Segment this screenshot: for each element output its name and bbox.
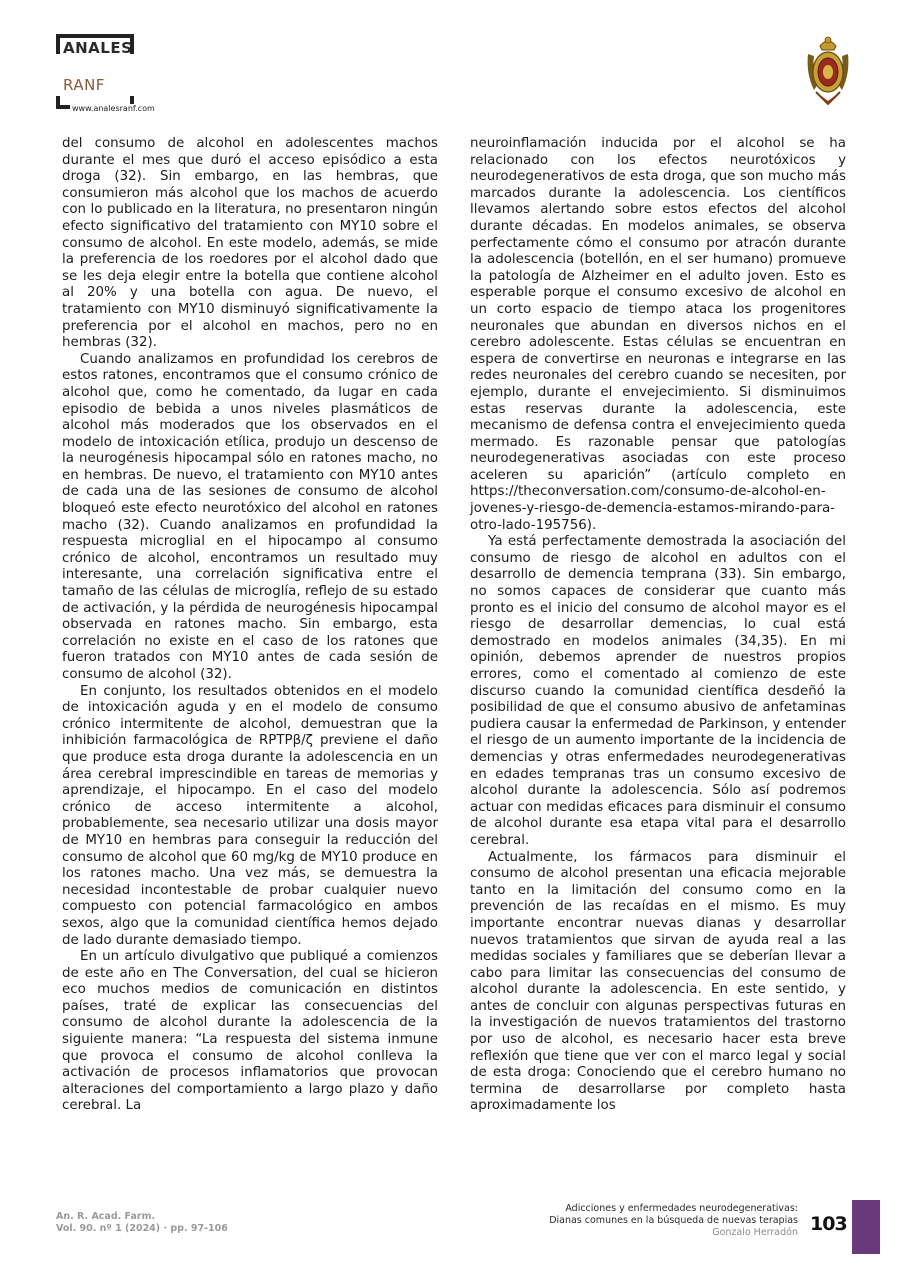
running-title-line-2: Dianas comunes en la búsqueda de nuevas terapias — [549, 1215, 798, 1226]
citation-line-2: Vol. 90. nº 1 (2024) · pp. 97-106 — [56, 1223, 228, 1234]
paragraph: Ya está perfectamente demostrada la asociación del consumo de riesgo de alcohol en adultos con el desarrollo de demencia temprana (33). Sin embargo, no somos capaces de considerar que cuanto más pronto es el inicio del consumo de alcohol mayor es el riesgo de desarrollar demencias, lo cual está demostrado en modelos animales (34,35). En mi opinión, debemos aprender de nuestros propios errores, como el comentado al comienzo de este discurso cuando la comunidad científica desdeñó la posibilidad de que el consumo abusivo de anfetaminas pudiera causar la enfermedad de Parkinson, y entender el riesgo de un aumento importante de la incidencia de demencias y otras enfermedades neurodegenerativas en edades tempranas tras un consumo excesivo de alcohol durante la adolescencia. Sólo así podremos actuar con medidas eficaces para disminuir el consumo de alcohol durante esa etapa vital para el desarrollo cerebral. — [470, 534, 846, 848]
author-name: Gonzalo Herradón — [712, 1227, 798, 1238]
citation-line-1: An. R. Acad. Farm. — [56, 1211, 156, 1222]
paragraph: Actualmente, los fármacos para disminuir el consumo de alcohol presentan una eficacia mejorable tanto en la limitación del consumo como en la prevención de las recaídas en el mismo. Es muy importante encontrar nuevas dianas y desarrollar nuevos tratamientos que sirvan de ayuda real a las medidas sociales y familiares que se deberían llevar a cabo para limitar las consecuencias del consumo de alcohol durante la adolescencia. En este sentido, y antes de concluir con algunas perspectivas futuras en la investigación de nuevos tratamientos del trastorno por uso de alcohol, es necesario hacer esta breve reflexión que tiene que ver con el marco legal y social de esta droga: Conociendo que el cerebro humano no termina de desarrollarse por completo hasta aproximadamente los — [470, 849, 846, 1114]
paragraph: neuroinflamación inducida por el alcohol se ha relacionado con los efectos neurotóxicos y neurodegenerativos de esta droga, que son mucho más marcados durante la adolescencia. Los científicos llevamos alertando sobre estos efectos del alcohol durante décadas. En modelos animales, se observa perfectamente cómo el consumo por atracón durante la adolescencia (botellón, en el ser humano) promueve la patología de Alzheimer en el adulto joven. Esto es esperable porque el consumo excesivo de alcohol en un corto espacio de tiempo ataca los progenitores neuronales que abundan en diversos nichos en el cerebro adolescente. Estas células se encuentran en espera de convertirse en neuronas e integrarse en las redes neuronales del cerebro cuando se necesiten, por ejemplo, durante el envejecimiento. Si disminuimos estas reservas durante la adolescencia, este mecanismo de defensa contra el envejecimiento queda mermado. Es razonable pensar que patologías neurodegenerativas asociadas con este proceso aceleren su aparición” (artículo completo en https://theconversation.com/consumo-de-alcohol-en-jovenes-y-riesgo-de-demencia-estamos-mirando-para-otro-lado-195756). — [470, 136, 846, 533]
paragraph: del consumo de alcohol en adolescentes machos durante el mes que duró el acceso episódico a esta droga (32). Sin embargo, en las hembras, que consumieron más alcohol que los machos de acuerdo con lo publicado en la literatura, no presentaron ningún efecto significativo del tratamiento con MY10 sobre el consumo de alcohol. En este modelo, además, se mide la preferencia de los roedores por el alcohol dado que se les deja elegir entre la botella que contiene alcohol al 20% y una botella con agua. De nuevo, el tratamiento con MY10 disminuyó significativamente la preferencia por el alcohol en machos, pero no en hembras (32). — [62, 136, 438, 351]
running-title-line-1: Adicciones y enfermedades neurodegenerativas: — [565, 1203, 798, 1214]
color-tab — [852, 1200, 880, 1254]
logo-ranf-text: RANF — [63, 76, 105, 94]
journal-logo — [56, 34, 176, 114]
running-title — [549, 1203, 798, 1239]
paragraph: En un artículo divulgativo que publiqué a comienzos de este año en The Conversation, del cual se hicieron eco muchos medios de comunicación en distintos países, traté de explicar las consecuencias del consumo de alcohol durante la adolescencia de la siguiente manera: “La respuesta del sistema inmune que provoca el consumo de alcohol conlleva la activación de procesos inflamatorios que provocan alteraciones del comportamiento a largo plazo y daño cerebral. La — [62, 949, 438, 1114]
paragraph: Cuando analizamos en profundidad los cerebros de estos ratones, encontramos que el consumo crónico de alcohol que, como he comentado, da lugar en cada episodio de bebida a unos niveles plasmáticos de alcohol más moderados que los observados en el modelo de intoxicación etílica, produjo un descenso de la neurogénesis hipocampal sólo en ratones macho, no en hembras. De nuevo, el tratamiento con MY10 antes de cada una de las sesiones de consumo de alcohol bloqueó este efecto neurotóxico del alcohol en ratones macho (32). Cuando analizamos en profundidad la respuesta microglial en el hipocampo al consumo crónico de alcohol, encontramos un resultado muy interesante, una correlación significativa entre el tamaño de las células de microglía, reflejo de su estado de activación, y la pérdida de neurogénesis hipocampal observada en ratones macho. Sin embargo, esta correlación no existe en el caso de los ratones que fueron tratados con MY10 antes de cada sesión de consumo de alcohol (32). — [62, 351, 438, 682]
left-text-column — [62, 136, 438, 1115]
page-number: 103 — [810, 1213, 847, 1235]
paragraph: En conjunto, los resultados obtenidos en el modelo de intoxicación aguda y en el modelo de consumo crónico intermitente de alcohol, demuestran que la inhibición farmacológica de RPTPβ/ζ previene el daño que produce esta droga durante la adolescencia en un área cerebral imprescindible en tareas de memorias y aprendizaje, el hipocampo. En el caso del modelo crónico de acceso intermitente a alcohol, probablemente, sea necesario utilizar una dosis mayor de MY10 en hembras para conseguir la reducción del consumo de alcohol que 60 mg/kg de MY10 produce en los ratones macho. Una vez más, se demuestra la necesidad incontestable de probar cualquier nuevo compuesto con potencial farmacológico en ambos sexos, algo que la comunidad científica hemos dejado de lado durante demasiado tiempo. — [62, 683, 438, 948]
right-text-column — [470, 136, 846, 1115]
logo-anales-text: ANALES — [63, 39, 133, 57]
journal-citation — [56, 1211, 228, 1235]
academy-crest-icon — [804, 34, 852, 106]
journal-website: www.analesranf.com — [72, 104, 155, 113]
